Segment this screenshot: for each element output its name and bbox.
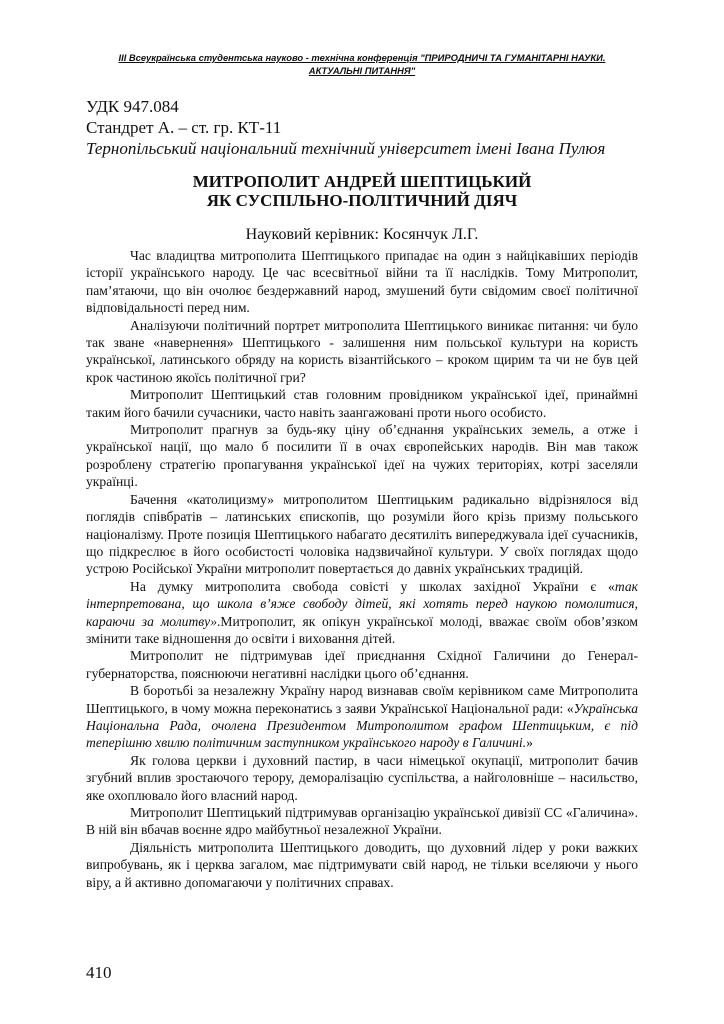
paragraph-6-lead: На думку митрополита свобода совісті у школах західної України є « — [130, 578, 615, 594]
article-meta — [86, 96, 646, 159]
paragraph-1: Час владицтва митрополита Шептицького припадає на один з найцікавіших періодів історії українського народу. Це час всесвітньої війни та її наслідків. Тому Митрополит, пам’ятаючи, що він очолює бездержавний народ, змушений бути свідомим своєї політичної відповідальності перед ним. — [86, 248, 638, 316]
paragraph-10: Митрополит Шептицький підтримував організацію української дивізії СС «Галичина». В ній він вбачав воєнне ядро майбутньої незалежної України. — [86, 805, 638, 838]
paragraph-8-tail: » — [526, 735, 533, 751]
paragraph-8 — [86, 682, 638, 752]
paragraph-2: Аналізуючи політичний портрет митрополита Шептицького виникає питання: чи було так зване «навернення» Шептицького - залишення ним польської культури на користь української, латинського обряду на користь візантійського – кроком щирим та чи не був цей крок частиною якоїсь політичної гри? — [86, 317, 638, 385]
paragraph-8-lead: В боротьбі за незалежну Україну народ визнавав своїм керівником саме Митрополита Шептицького, в чому можна переконатись з заяви Української Національної ради: « — [86, 683, 638, 716]
scientific-advisor: Науковий керівник: Косянчук Л.Г. — [245, 226, 479, 243]
paragraph-7: Митрополит не підтримував ідеї приєднання Східної Галичини до Генерал-губернаторства, пояснюючи негативні наслідки цього об’єднання. — [86, 648, 638, 681]
conference-header-line-2: АКТУАЛЬНІ ПИТАННЯ" — [308, 64, 416, 76]
title-line-2: ЯК СУСПІЛЬНО-ПОЛІТИЧНИЙ ДІЯЧ — [206, 191, 518, 210]
page-number: 410 — [86, 963, 112, 982]
udk-code: УДК 947.084 — [86, 97, 179, 116]
title-line-1: МИТРОПОЛИТ АНДРЕЙ ШЕПТИЦЬКИЙ — [192, 172, 532, 191]
conference-header — [90, 52, 634, 77]
paragraph-8-quote: Українська Національна Рада, очолена Президентом Митрополитом графом Шептицьким, є під теперішню хвилю політичним заступником українського народу в Галичині. — [86, 700, 638, 751]
conference-header-line-1: ІІІ Всеукраїнська студентська науково - технічна конференція "ПРИРОДНИЧІ ТА ГУМАНІТАРНІ НАУКИ. — [118, 52, 606, 63]
paragraph-4: Митрополит прагнув за будь-яку ціну об’єднання українських земель, а отже і української нації, що мало б посилити її в очах європейських народів. Він мав також розроблену стратегію пропагування української ідеї на чужих територіях, котрі заселяли українці. — [86, 422, 638, 490]
paragraph-6 — [86, 578, 638, 648]
paragraph-6-quote: так інтерпретована, що школа в’яже свободу дітей, які хотять перед наукою помолитися, караючи за молитву» — [86, 578, 638, 629]
article-title — [86, 172, 638, 210]
paragraph-5: Бачення «католицизму» митрополитом Шептицьким радикально відрізнялося від поглядів співбратів – латинських єпископів, що розуміли його крізь призму польського націоналізму. Проте позиція Шептицького набагато десятиліть випереджувала ідеї сучасників, що підкреслює в його особистості чоловіка надзвичайної культури. У своїх поглядах щодо устрою Російської України митрополит повертається до давніх українських традицій. — [86, 491, 638, 577]
paragraph-6-tail: .Митрополит, як опікун української молоді, вважає своїм обов’язком змінити таке відношення до освіти і виховання дітей. — [86, 613, 638, 646]
paragraph-9: Як голова церкви і духовний пастир, в часи німецької окупації, митрополит бачив згубний вплив зростаючого терору, деморалізацію суспільства, а найголовніше – насильство, яке охоплювало його власний народ. — [86, 752, 638, 803]
paragraph-11: Діяльність митрополита Шептицького доводить, що духовний лідер у роки важких випробувань, як і церква загалом, має підтримувати свій народ, не тільки вселяючи у нього віру, а й активно допомагаючи у політичних справах. — [86, 839, 638, 890]
paragraph-3: Митрополит Шептицький став головним провідником української ідеї, принаймні таким його бачили сучасники, часто навіть заангажовані проти нього особисто. — [86, 387, 638, 420]
institution-line: Тернопільський національний технічний університет імені Івана Пулюя — [86, 139, 606, 158]
article-body — [86, 247, 638, 891]
author-line: Стандрет А. – ст. гр. КТ-11 — [86, 118, 282, 137]
